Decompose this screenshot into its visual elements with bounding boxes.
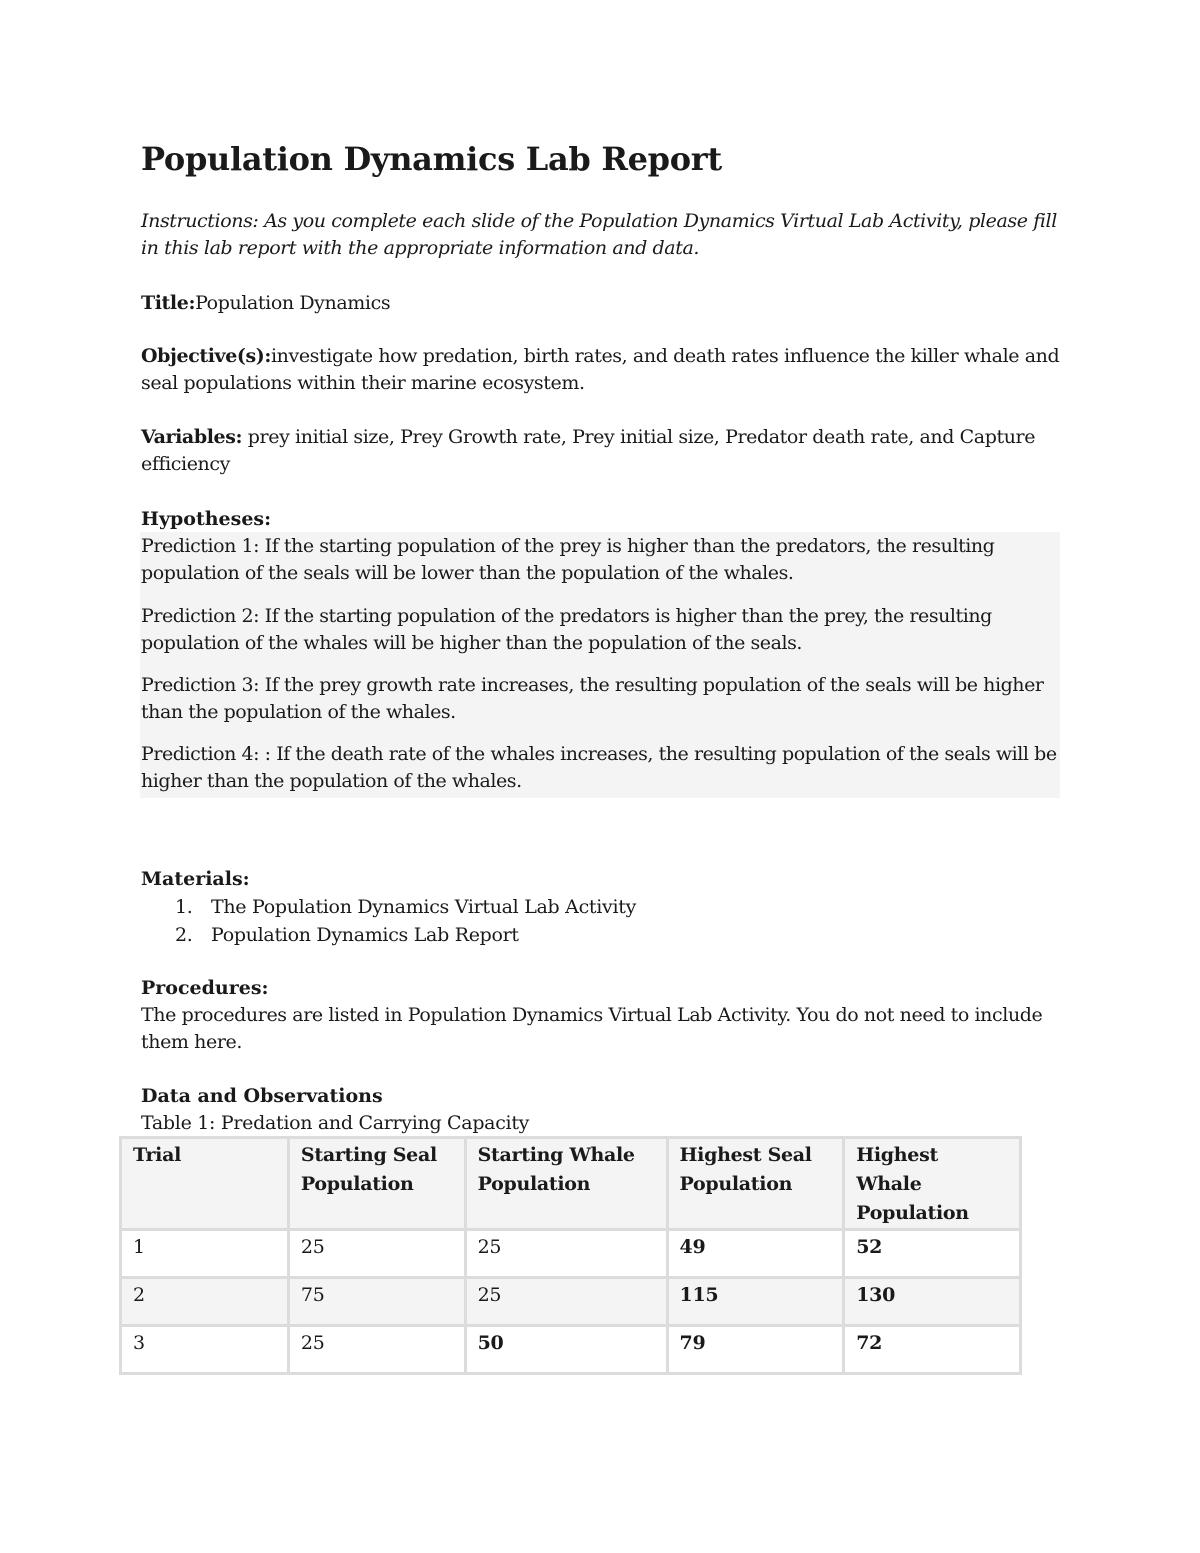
- variables-field: [141, 424, 1061, 478]
- header-starting-seal: Starting Seal Population: [288, 1138, 465, 1230]
- variables-value: prey initial size, Prey Growth rate, Prey initial size, Predator death rate, and Capture efficiency: [141, 426, 1036, 475]
- list-text: Population Dynamics Lab Report: [211, 924, 519, 946]
- table-cell: 72: [844, 1326, 1021, 1374]
- table-cell: 25: [465, 1230, 667, 1278]
- table-cell: 75: [288, 1278, 465, 1326]
- procedures-text: The procedures are listed in Population Dynamics Virtual Lab Activity. You do not need to include them here.: [141, 1004, 1043, 1053]
- objective-label: Objective(s):: [141, 345, 271, 367]
- objective-value: investigate how predation, birth rates, and death rates influence the killer whale and seal populations within their marine ecosystem.: [141, 345, 1060, 394]
- prediction-4: Prediction 4: : If the death rate of the whales increases, the resulting population of the seals will be higher than the population of the whales.: [141, 743, 1057, 792]
- list-text: The Population Dynamics Virtual Lab Activity: [211, 896, 636, 918]
- table-cell: 25: [288, 1326, 465, 1374]
- header-highest-seal: Highest Seal Population: [667, 1138, 844, 1230]
- table-caption: Table 1: Predation and Carrying Capacity: [141, 1112, 530, 1134]
- header-trial: Trial: [121, 1138, 289, 1230]
- table-cell: 1: [121, 1230, 289, 1278]
- table-cell: 52: [844, 1230, 1021, 1278]
- table-cell: 25: [465, 1278, 667, 1326]
- table-cell: 115: [667, 1278, 844, 1326]
- title-value: Population Dynamics: [195, 292, 391, 314]
- data-heading: Data and Observations: [141, 1085, 383, 1107]
- prediction-1: Prediction 1: If the starting population of the prey is higher than the predators, the resulting population of the seals will be lower than the population of the whales.: [141, 535, 995, 584]
- list-item: [141, 893, 636, 921]
- list-item: [141, 921, 636, 949]
- table-cell: 79: [667, 1326, 844, 1374]
- table-cell: 2: [121, 1278, 289, 1326]
- materials-heading: Materials:: [141, 868, 250, 890]
- table-row: [121, 1278, 1021, 1326]
- objective-field: [141, 343, 1061, 397]
- prediction-2: Prediction 2: If the starting population of the predators is higher than the prey, the resulting population of the whales will be higher than the population of the seals.: [141, 605, 992, 654]
- instructions-text: Instructions: As you complete each slide of the Population Dynamics Virtual Lab Activity, please fill in this lab report with the appropriate information and data.: [141, 210, 1057, 259]
- variables-label: Variables:: [141, 426, 243, 448]
- table-cell: 3: [121, 1326, 289, 1374]
- list-number: 2.: [175, 924, 193, 946]
- header-highest-whale: Highest Whale Population: [844, 1138, 1021, 1230]
- table-row: [121, 1326, 1021, 1374]
- procedures-heading: Procedures:: [141, 977, 269, 999]
- data-table: [119, 1136, 1022, 1375]
- table-cell: 25: [288, 1230, 465, 1278]
- list-number: 1.: [175, 896, 193, 918]
- header-starting-whale: Starting Whale Population: [465, 1138, 667, 1230]
- hypotheses-heading: Hypotheses:: [141, 508, 272, 530]
- table-cell: 50: [465, 1326, 667, 1374]
- table-cell: 130: [844, 1278, 1021, 1326]
- table-row: [121, 1230, 1021, 1278]
- page-title: Population Dynamics Lab Report: [141, 140, 722, 178]
- table-cell: 49: [667, 1230, 844, 1278]
- title-field: [141, 290, 1061, 317]
- materials-list: [141, 893, 636, 949]
- prediction-3: Prediction 3: If the prey growth rate increases, the resulting population of the seals will be higher than the population of the whales.: [141, 674, 1044, 723]
- table-header-row: [121, 1138, 1021, 1230]
- title-label: Title:: [141, 292, 196, 314]
